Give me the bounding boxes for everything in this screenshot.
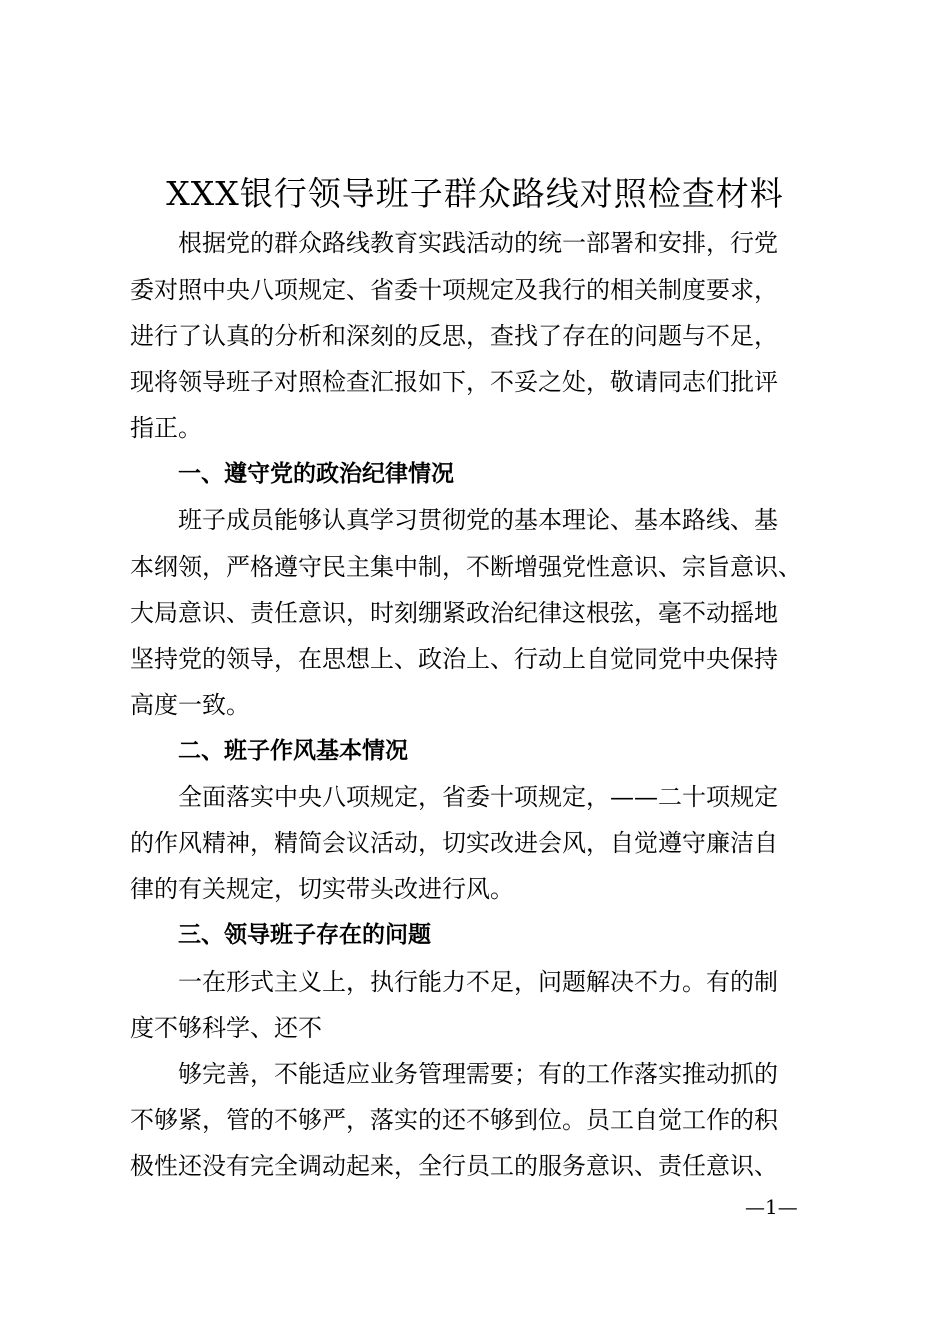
paragraph-line: 全面落实中央八项规定，省委十项规定，——二十项规定 <box>178 783 778 811</box>
paragraph-line: 进行了认真的分析和深刻的反思，查找了存在的问题与不足， <box>130 322 778 350</box>
paragraph-line: 班子成员能够认真学习贯彻党的基本理论、基本路线、基 <box>178 506 778 534</box>
paragraph-line: 的作风精神，精简会议活动，切实改进会风，自觉遵守廉洁自 <box>130 829 778 857</box>
paragraph-line: 极性还没有完全调动起来，全行员工的服务意识、责任意识、 <box>130 1152 778 1180</box>
paragraph-line: 够完善，不能适应业务管理需要；有的工作落实推动抓的 <box>178 1060 778 1088</box>
paragraph-line: 本纲领，严格遵守民主集中制，不断增强党性意识、宗旨意识、 <box>130 553 802 581</box>
paragraph-line: 不够紧，管的不够严，落实的还不够到位。员工自觉工作的积 <box>130 1106 778 1134</box>
paragraph-line: 根据党的群众路线教育实践活动的统一部署和安排，行党 <box>178 229 778 257</box>
paragraph-line: 指正。 <box>130 414 202 442</box>
page-number: —1— <box>745 1195 798 1219</box>
document-title: XXX银行领导班子群众路线对照检查材料 <box>166 174 784 213</box>
paragraph-line: 坚持党的领导，在思想上、政治上、行动上自觉同党中央保持 <box>130 645 778 673</box>
section-heading-3: 三、领导班子存在的问题 <box>178 922 431 948</box>
paragraph-line: 高度一致。 <box>130 691 250 719</box>
paragraph-line: 一在形式主义上，执行能力不足，问题解决不力。有的制 <box>178 968 778 996</box>
paragraph-line: 度不够科学、还不 <box>130 1014 322 1042</box>
paragraph-line: 大局意识、责任意识，时刻绷紧政治纪律这根弦，毫不动摇地 <box>130 599 778 627</box>
paragraph-line: 委对照中央八项规定、省委十项规定及我行的相关制度要求， <box>130 276 778 304</box>
paragraph-line: 现将领导班子对照检查汇报如下，不妥之处，敬请同志们批评 <box>130 368 778 396</box>
section-heading-1: 一、遵守党的政治纪律情况 <box>178 461 454 487</box>
section-heading-2: 二、班子作风基本情况 <box>178 738 408 764</box>
paragraph-line: 律的有关规定，切实带头改进行风。 <box>130 875 514 903</box>
